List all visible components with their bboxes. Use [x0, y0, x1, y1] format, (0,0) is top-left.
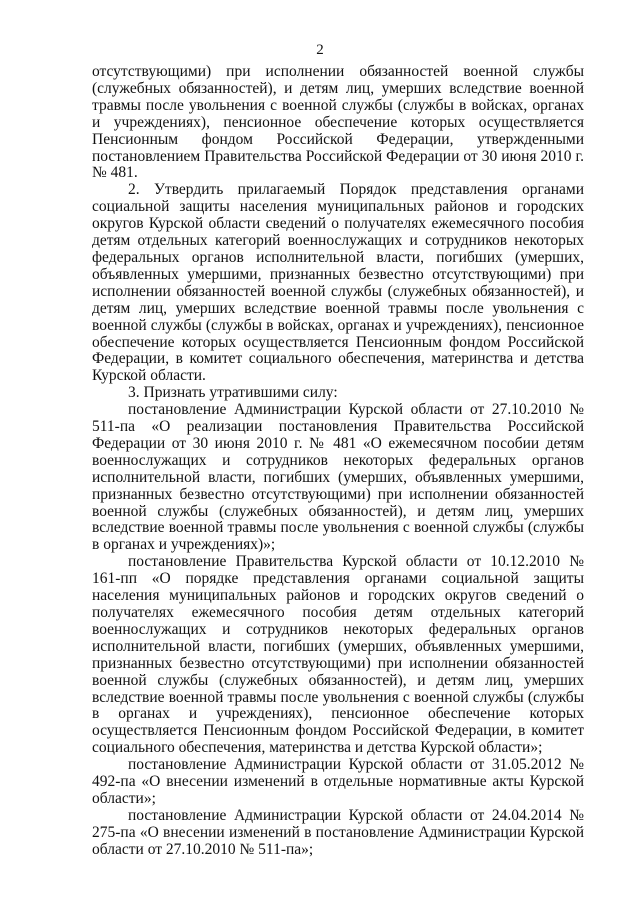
paragraph-item-3: 3. Признать утратившими силу: — [128, 384, 338, 402]
paragraph-continuation: отсутствующими) при исполнении обязанностей военной службы (служебных обязанностей), и детям лиц, умерших вследствие военной травмы после увольнения с военной службы (службы в войсках, органах и учреждениях), пенсионное обеспечение которых осуществляется Пенсионным фондом Российской Федерации, утвержденными постановлением Правительства Российской Федерации от 30 июня 2010 г. № 481. — [92, 63, 584, 182]
page-number: 2 — [316, 42, 324, 58]
document-body — [92, 64, 584, 859]
repealed-act-1: постановление Администрации Курской области от 27.10.2010 № 511-па «О реализации постановления Правительства Российской Федерации от 30 июня 2010 г. № 481 «О ежемесячном пособии детям военнослужащих и сотрудников некоторых федеральных органов исполнительной власти, погибших (умерших, объявленных умершими, признанных безвестно отсутствующими) при исполнении обязанностей военной службы (служебных обязанностей), и детям лиц, умерших вследствие военной травмы после увольнения с военной службы (службы в органах и учреждениях)»; — [92, 401, 584, 554]
repealed-act-3: постановление Администрации Курской области от 31.05.2012 № 492-па «О внесении изменений в отдельные нормативные акты Курской области»; — [92, 756, 584, 807]
repealed-act-2: постановление Правительства Курской области от 10.12.2010 № 161-пп «О порядке представления органами социальной защиты населения муниципальных районов и городских округов сведений о получателях ежемесячного пособия детям отдельных категорий военнослужащих и сотрудников некоторых федеральных органов исполнительной власти, погибших (умерших, объявленных умершими, признанных безвестно отсутствующими) при исполнении обязанностей военной службы (служебных обязанностей), и детям лиц, умерших вследствие военной травмы после увольнения с военной службы (службы в органах и учреждениях), пенсионное обеспечение которых осуществляется Пенсионным фондом Российской Федерации, в комитет социального обеспечения, материнства и детства Курской области»; — [92, 553, 584, 757]
repealed-act-4: постановление Администрации Курской области от 24.04.2014 № 275-па «О внесении изменений в постановление Администрации Курской области от 27.10.2010 № 511-па»; — [92, 806, 584, 858]
paragraph-item-2: 2. Утвердить прилагаемый Порядок представления органами социальной защиты населения муниципальных районов и городских округов Курской области сведений о получателях ежемесячного пособия детям отдельных категорий военнослужащих и сотрудников некоторых федеральных органов исполнительной власти, погибших (умерших, объявленных умершими, признанных безвестно отсутствующими) при исполнении обязанностей военной службы (служебных обязанностей), и детям лиц, умерших вследствие военной травмы после увольнения с военной службы (службы в войсках, органах и учреждениях), пенсионное обеспечение которых осуществляется Пенсионным фондом Российской Федерации, в комитет социального обеспечения, материнства и детства Курской области. — [92, 181, 584, 385]
